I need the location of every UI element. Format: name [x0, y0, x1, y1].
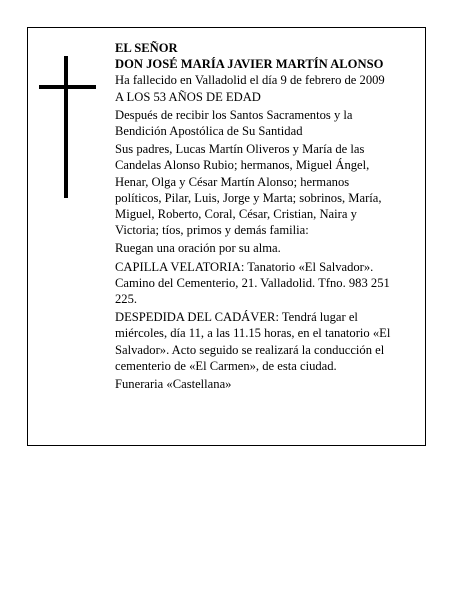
funeral-home-paragraph: [115, 376, 419, 392]
family-line: Miguel, Roberto, Coral, César, Cristian, Naira y: [115, 207, 357, 222]
sacraments-line: Bendición Apostólica de Su Santidad: [115, 124, 303, 139]
farewell-line: cementerio de «El Carmen», de esta ciudad.: [115, 358, 337, 373]
cross-horizontal-bar: [39, 85, 96, 89]
farewell-line: Salvador». Acto seguido se realizará la conducción el: [115, 342, 385, 357]
family-line: políticos, Pilar, Luis, Jorge y Marta; sobrinos, María,: [115, 190, 382, 205]
header-block: [115, 40, 419, 105]
sacraments-line: Después de recibir los Santos Sacramentos y la: [115, 107, 353, 122]
family-paragraph: [115, 141, 419, 238]
obituary-notice: [27, 27, 426, 446]
family-line: Henar, Olga y César Martín Alonso; hermanos: [115, 174, 350, 189]
chapel-paragraph: [115, 259, 419, 308]
cross-vertical-bar: [64, 56, 68, 198]
chapel-line: 225.: [115, 292, 138, 307]
farewell-line: DESPEDIDA DEL CADÁVER: Tendrá lugar el: [115, 310, 358, 325]
prayer-line: Ruegan una oración por su alma.: [115, 241, 281, 256]
deceased-name: DON JOSÉ MARÍA JAVIER MARTÍN ALONSO: [115, 57, 384, 72]
farewell-paragraph: [115, 309, 419, 374]
funeral-home: Funeraria «Castellana»: [115, 377, 232, 392]
sacraments-paragraph: [115, 107, 419, 139]
family-line: Candelas Alonso Rubio; hermanos, Miguel Ángel,: [115, 158, 370, 173]
age-line: A LOS 53 AÑOS DE EDAD: [115, 89, 261, 104]
obituary-text: [115, 40, 419, 392]
chapel-line: CAPILLA VELATORIA: Tanatorio «El Salvador».: [115, 259, 374, 274]
honorific: EL SEÑOR: [115, 41, 178, 55]
chapel-line: Camino del Cementerio, 21. Valladolid. Tfno. 983 251: [115, 275, 390, 290]
cross-icon: [39, 56, 96, 198]
family-line: Victoria; tíos, primos y demás familia:: [115, 223, 309, 238]
death-line: Ha fallecido en Valladolid el día 9 de febrero de 2009: [115, 73, 385, 88]
farewell-line: miércoles, día 11, a las 11.15 horas, en el tanatorio «El: [115, 326, 391, 341]
prayer-paragraph: [115, 240, 419, 256]
family-line: Sus padres, Lucas Martín Oliveros y María de las: [115, 142, 365, 157]
